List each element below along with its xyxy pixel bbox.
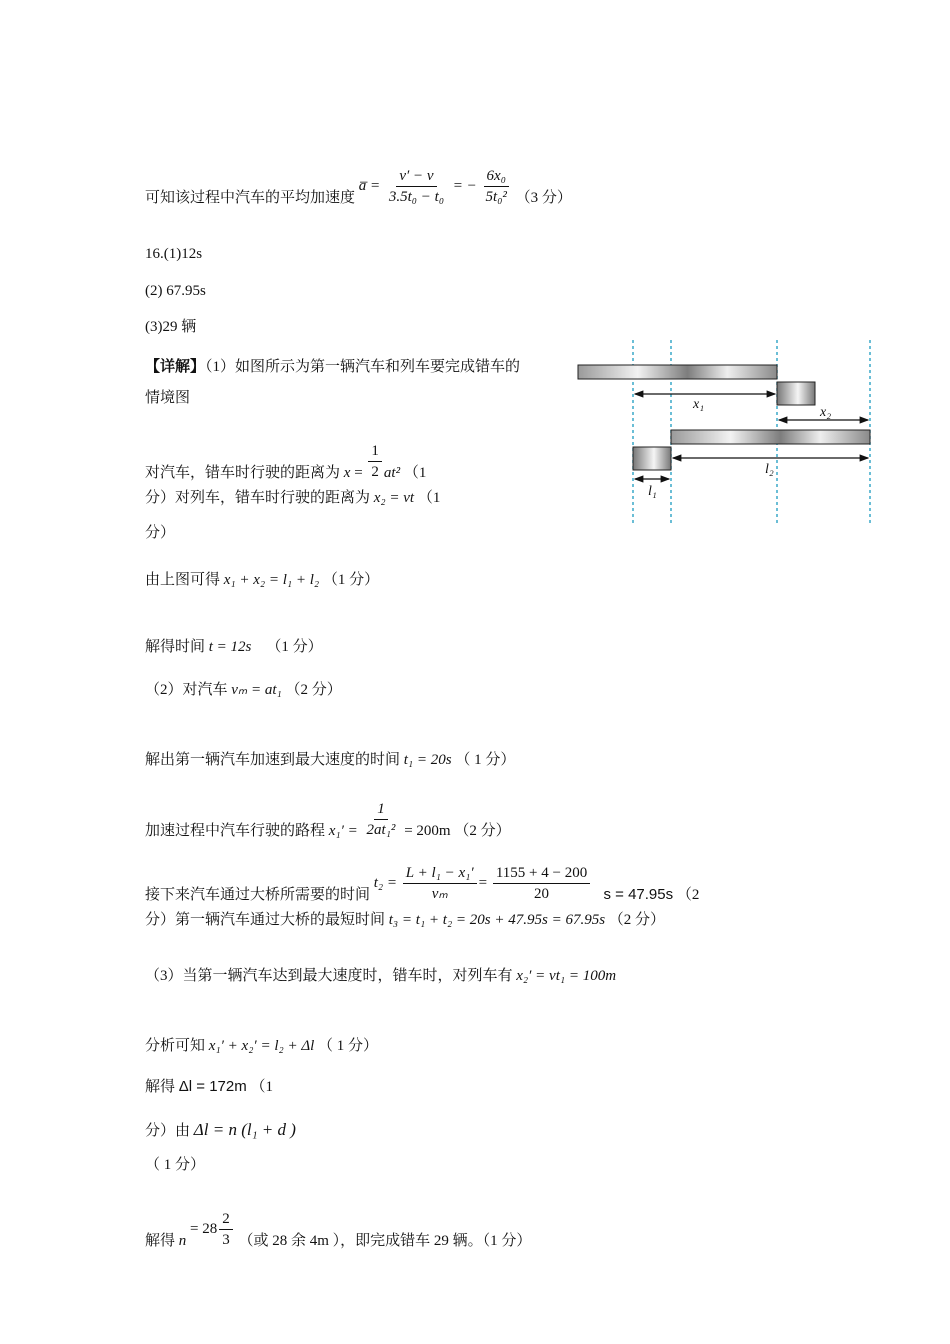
train-top-bar xyxy=(578,365,777,379)
formula: Δl = 172m xyxy=(178,1078,247,1095)
text: 对汽车，错车时行驶的距离为 xyxy=(145,464,341,481)
train-bottom-bar xyxy=(671,430,870,444)
formula: vₘ = at₁ xyxy=(231,682,282,698)
part2-line xyxy=(145,681,342,699)
text: 解出第一辆汽车加速到最大速度的时间 xyxy=(145,752,401,768)
text: 分） xyxy=(145,525,176,541)
solve-n-line xyxy=(145,1211,532,1262)
text: （1）如图所示为第一辆汽车和列车要完成错车的 xyxy=(205,359,521,375)
car-block-top xyxy=(777,382,815,405)
score: （1 分） xyxy=(322,572,380,588)
formula-part: = 28 xyxy=(190,1220,218,1237)
text: 解得时间 xyxy=(145,639,206,655)
formula-part: s = 47.95s xyxy=(603,885,674,903)
numerator: 1155 + 4 − 200 xyxy=(493,863,590,884)
t1-line xyxy=(145,751,515,769)
formula-part: a̅ = xyxy=(358,177,381,194)
denominator: 2at₁² xyxy=(366,822,396,838)
text: （2）对汽车 xyxy=(145,682,228,698)
text: 解得 xyxy=(145,1079,176,1095)
score: （ 1 分） xyxy=(318,1038,379,1054)
fraction xyxy=(493,863,590,904)
car-distance-line: 对汽车，错车时行驶的距离为 x = $\frac{1}{2}$ at² （1 xyxy=(145,443,427,481)
score: （ 1 分） xyxy=(145,1157,206,1173)
text: 接下来汽车通过大桥所需要的时间 xyxy=(145,886,371,903)
score: （ 1 分） xyxy=(455,752,516,768)
train-distance-line xyxy=(145,489,440,507)
formula: t₁ = 20s xyxy=(403,752,452,768)
text: （或 28 余 4m ），即完成错车 29 辆。（1 分） xyxy=(238,1232,532,1249)
formula-part: t₂ = xyxy=(373,874,398,891)
text: 分）对列车，错车时行驶的距离为 xyxy=(145,490,371,506)
part3-line xyxy=(145,967,616,985)
fraction xyxy=(403,863,477,904)
bridge-time-line: 接下来汽车通过大桥所需要的时间 t₂ = $\frac{\text{L + l₁ − x₁′}}{\text{vₘ}}$ = $\frac{1155 + 4 - 200}{20}$ s = 47.95s （2 xyxy=(145,865,700,903)
numerator: L + l₁ − x₁′ xyxy=(403,863,477,884)
fraction xyxy=(386,166,447,207)
formula: t₃ = t₁ + t₂ = 20s + 47.95s = 67.95s xyxy=(388,912,606,928)
formula-part: = − xyxy=(452,177,477,194)
denominator: 5t₀² xyxy=(485,189,507,205)
numerator: 6x₀ xyxy=(484,166,509,187)
fraction xyxy=(483,166,510,207)
by-line xyxy=(145,1121,296,1140)
score: （2 分） xyxy=(454,822,511,839)
score: （2 分） xyxy=(608,912,666,928)
formula: x₂′ = vt₁ = 100m xyxy=(516,968,617,984)
numerator: 2 xyxy=(219,1209,233,1230)
score: （2 分） xyxy=(285,682,342,698)
text: 解得 xyxy=(145,1232,176,1249)
numerator: 1 xyxy=(368,441,382,462)
answer-3: (3)29 辆 xyxy=(145,319,197,335)
numerator: v′ − v xyxy=(396,166,436,187)
denominator: 2 xyxy=(371,464,379,480)
detail-line xyxy=(145,358,520,376)
score: （2 xyxy=(676,886,700,903)
text: （3）当第一辆汽车达到最大速度时，错车时，对列车有 xyxy=(145,968,513,984)
text: 加速过程中汽车行驶的路程 xyxy=(145,822,326,839)
passing-diagram xyxy=(570,335,890,530)
label-l1: l₁ xyxy=(648,484,657,499)
formula: t = 12s xyxy=(208,639,252,655)
formula-part: x xyxy=(343,464,351,481)
accel-distance-line xyxy=(145,801,511,852)
solve-time-line xyxy=(145,638,323,656)
detail-line-2: 情境图 xyxy=(145,390,191,406)
label-l2: l₂ xyxy=(765,462,774,477)
text: 分）第一辆汽车通过大桥的最短时间 xyxy=(145,912,386,928)
text: 分）由 xyxy=(145,1123,191,1139)
text: 分析可知 xyxy=(145,1038,206,1054)
formula-part: n xyxy=(178,1232,187,1249)
denominator: vₘ xyxy=(431,886,448,902)
text: 可知该过程中汽车的平均加速度 xyxy=(145,189,356,206)
formula-part: at² xyxy=(383,464,401,481)
denominator: 20 xyxy=(534,886,550,902)
denominator: 3.5t₀ − t₀ xyxy=(388,189,445,205)
text: 由上图可得 xyxy=(145,572,221,588)
formula-part: = 200m xyxy=(404,822,451,839)
label-x2: x₂ xyxy=(820,405,832,420)
score: （1 分） xyxy=(266,639,323,655)
answer-1: 16.(1)12s xyxy=(145,246,203,262)
avg-acceleration-line xyxy=(145,168,572,219)
fraction xyxy=(368,441,382,482)
score: （1 xyxy=(403,464,427,481)
label-x1: x₁ xyxy=(693,397,705,412)
formula: x₁′ + x₂′ = l₂ + Δl xyxy=(208,1038,315,1054)
denominator: 3 xyxy=(222,1232,230,1248)
score: （1 xyxy=(250,1079,273,1095)
score: （1 xyxy=(417,490,441,506)
fraction xyxy=(364,799,399,840)
from-figure-line xyxy=(145,571,379,589)
score: （3 分） xyxy=(515,189,572,206)
formula: Δl = n (l₁ + d ) xyxy=(193,1120,296,1139)
formula-part: x₁′ = xyxy=(328,822,358,839)
analysis-line xyxy=(145,1037,378,1055)
formula: x₂ = vt xyxy=(373,490,415,506)
shortest-time-line xyxy=(145,911,665,929)
formula: x₁ + x₂ = l₁ + l₂ xyxy=(223,572,320,588)
car-block-bottom xyxy=(633,447,671,470)
fraction xyxy=(219,1209,233,1250)
answer-2: (2) 67.95s xyxy=(145,283,206,299)
numerator: 1 xyxy=(374,799,388,820)
detail-tag: 【详解】 xyxy=(145,359,206,375)
solve-dl-line xyxy=(145,1078,273,1096)
